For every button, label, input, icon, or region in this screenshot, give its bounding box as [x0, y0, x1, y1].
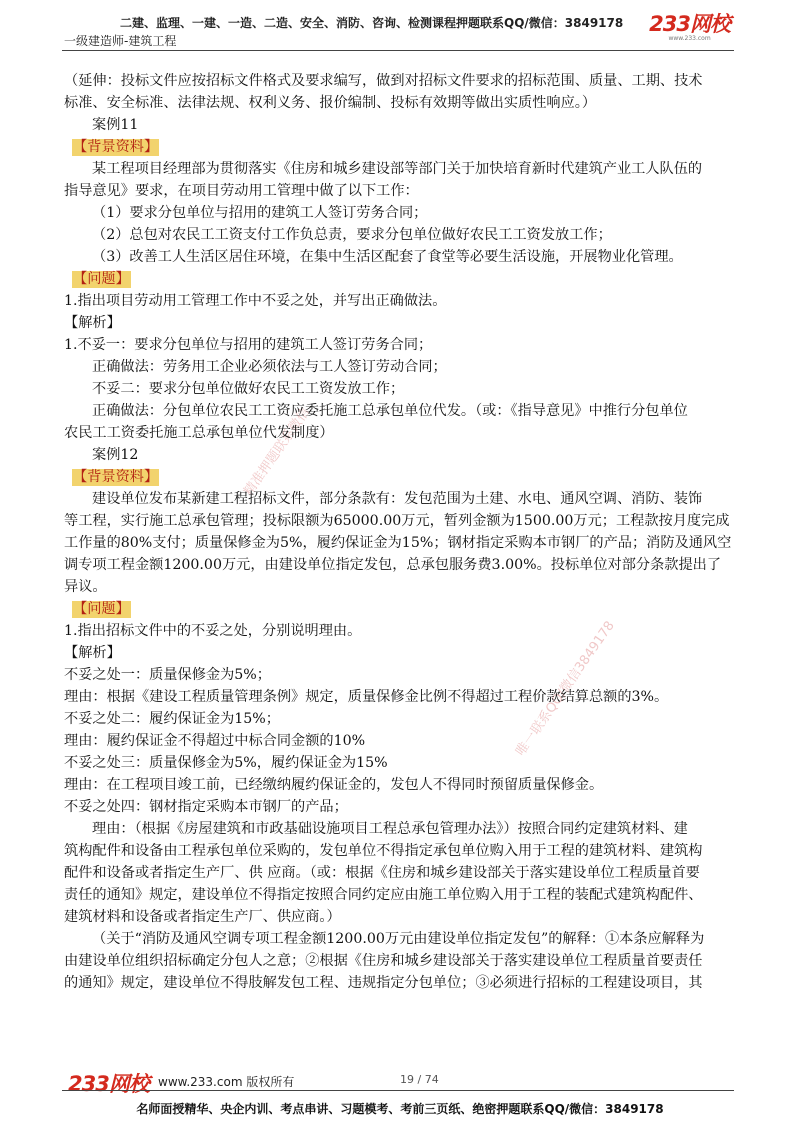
text-line: [84, 928, 744, 950]
text-line: [64, 730, 744, 752]
text-line: [84, 400, 744, 422]
watermark-text: 唯一联系QQ/微信3849178: [513, 618, 618, 759]
logo-text: 233网校: [649, 12, 730, 36]
line-text: 正确做法：劳务用工企业必须依法与工人签订劳动合同；: [92, 359, 447, 375]
footer-promo-line: 名师面授精华、央企内训、考点串讲、习题模考、考前三页纸、绝密押题联系QQ/微信：3849178: [136, 1102, 664, 1116]
logo-url: www.233.com: [668, 35, 711, 42]
text-line: [84, 444, 744, 466]
line-text: 理由：履约保证金不得超过中标合同金额的10%: [64, 733, 366, 749]
text-line: [64, 950, 744, 972]
line-text: 不妥二：要求分包单位做好农民工工资发放工作；: [92, 381, 405, 397]
line-text: （3）改善工人生活区居住环境，在集中生活区配套了食堂等必要生活设施，开展物业化管理。: [92, 249, 683, 265]
line-text: 建筑材料和设备或者指定生产厂、供应商。）: [64, 909, 341, 925]
line-text: 建设单位发布某新建工程招标文件，部分条款有：发包范围为土建、水电、通风空调、消防、装饰: [92, 491, 703, 507]
watermark-text: 精准押题联系微信: [241, 405, 314, 499]
text-line: [64, 708, 744, 730]
text-line: [64, 796, 744, 818]
line-text: 不妥之处一：质量保修金为5%；: [64, 667, 271, 683]
line-text: 农民工工资委托施工总承包单位代发制度）: [64, 425, 334, 441]
line-text: 调专项工程金额1200.00万元，由建设单位指定发包，总承包服务费3.00%。投标单位对部分条款提出了: [64, 557, 722, 573]
line-text: 【解析】: [64, 645, 121, 661]
text-line: [84, 378, 744, 400]
document-subtitle: 一级建造师-建筑工程: [64, 34, 177, 48]
line-text: 配件和设备或者指定生产厂、供 应商。（或：根据《住房和城乡建设部关于落实建设单位工程质量首要: [64, 865, 700, 881]
text-line: [64, 576, 744, 598]
line-text: 由建设单位组织招标确定分包人之意；②根据《住房和城乡建设部关于落实建设单位工程质量首要责任: [64, 953, 703, 969]
text-line: [64, 510, 744, 532]
text-line: [64, 334, 744, 356]
line-text: 1.指出招标文件中的不妥之处，分别说明理由。: [64, 623, 362, 639]
line-text: 某工程项目经理部为贯彻落实《住房和城乡建设部等部门关于加快培育新时代建筑产业工人队伍的: [92, 161, 703, 177]
text-line: [64, 840, 744, 862]
text-line: [64, 70, 744, 92]
line-text: 理由：（根据《房屋建筑和市政基础设施项目工程总承包管理办法》）按照合同约定建筑材料、建: [92, 821, 688, 837]
line-text: 的通知》规定，建设单位不得肢解发包工程、违规指定分包单位；③必须进行招标的工程建设项目，其: [64, 975, 703, 991]
line-text: 责任的通知》规定，建设单位不得指定按照合同约定应由施工单位购入用于工程的装配式建筑构配件、: [64, 887, 703, 903]
text-line: [64, 290, 744, 312]
text-line: [64, 686, 744, 708]
line-text: 正确做法：分包单位农民工工资应委托施工总承包单位代发。（或：《指导意见》中推行分包单位: [92, 403, 688, 419]
text-line: [84, 818, 744, 840]
line-text: 异议。: [64, 579, 107, 595]
text-line: [64, 642, 744, 664]
text-line: [64, 884, 744, 906]
text-line: [64, 312, 744, 334]
text-line: [84, 488, 744, 510]
highlight-label: 【问题】: [73, 271, 130, 287]
line-text: 【解析】: [64, 315, 121, 331]
footer-divider: [62, 1090, 734, 1091]
line-text: 工作量的80%支付；质量保修金为5%，履约保证金为15%；钢材指定采购本市钢厂的产品；消防及通风空: [64, 535, 732, 551]
highlight-label: 【背景资料】: [73, 469, 159, 485]
highlight-label: 【背景资料】: [73, 139, 159, 155]
text-line: [64, 906, 744, 928]
line-text: 案例11: [92, 117, 139, 133]
text-line: [84, 114, 744, 136]
text-line: [64, 664, 744, 686]
line-text: 1.不妥一：要求分包单位与招用的建筑工人签订劳务合同；: [64, 337, 433, 353]
text-line: [84, 356, 744, 378]
line-text: 案例12: [92, 447, 139, 463]
section-heading: [72, 466, 744, 488]
text-line: [64, 862, 744, 884]
header-divider: [62, 50, 734, 51]
line-text: （2）总包对农民工工资支付工作负总责，要求分包单位做好农民工工资发放工作；: [92, 227, 612, 243]
section-heading: [72, 136, 744, 158]
page-number: 19 / 74: [400, 1073, 439, 1086]
line-text: 理由：根据《建设工程质量管理条例》规定，质量保修金比例不得超过工程价款结算总额的3%。: [64, 689, 669, 705]
line-text: 理由：在工程项目竣工前，已经缴纳履约保证金的，发包人不得同时预留质量保修金。: [64, 777, 604, 793]
text-line: [64, 422, 744, 444]
line-text: 标准、安全标准、法律法规、权利义务、报价编制、投标有效期等做出实质性响应。）: [64, 95, 597, 111]
text-line: [64, 752, 744, 774]
line-text: 筑构配件和设备由工程承包单位采购的，发包单位不得指定承包单位购入用于工程的建筑材料、建筑构: [64, 843, 703, 859]
line-text: 1.指出项目劳动用工管理工作中不妥之处，并写出正确做法。: [64, 293, 447, 309]
text-line: [64, 620, 744, 642]
highlight-label: 【问题】: [73, 601, 130, 617]
text-line: [64, 972, 744, 994]
text-line: [84, 246, 744, 268]
footer-logo: 233网校: [68, 1072, 149, 1096]
text-line: [64, 92, 744, 114]
line-text: （延伸：投标文件应按招标文件格式及要求编写，做到对招标文件要求的招标范围、质量、工期、技术: [64, 73, 703, 89]
line-text: 不妥之处三：质量保修金为5%，履约保证金为15%: [64, 755, 388, 771]
text-line: [84, 158, 744, 180]
text-line: [84, 202, 744, 224]
line-text: （1）要求分包单位与招用的建筑工人签订劳务合同；: [92, 205, 428, 221]
footer-copyright: www.233.com 版权所有: [158, 1075, 295, 1089]
text-line: [64, 180, 744, 202]
section-heading: [72, 268, 744, 290]
brand-logo: [649, 13, 730, 42]
text-line: [64, 774, 744, 796]
document-body: [64, 70, 744, 994]
line-text: 不妥之处四：钢材指定采购本市钢厂的产品；: [64, 799, 348, 815]
line-text: 指导意见》要求，在项目劳动用工管理中做了以下工作：: [64, 183, 419, 199]
line-text: 不妥之处二：履约保证金为15%；: [64, 711, 280, 727]
line-text: 等工程，实行施工总承包管理；投标限额为65000.00万元，暂列金额为1500.00万元；工程款按月度完成: [64, 513, 730, 529]
line-text: （关于“消防及通风空调专项工程金额1200.00万元由建设单位指定发包”的解释：①本条应解释为: [92, 931, 705, 947]
section-heading: [72, 598, 744, 620]
text-line: [64, 554, 744, 576]
text-line: [64, 532, 744, 554]
text-line: [84, 224, 744, 246]
header-promo-line: 二建、监理、一建、一造、二造、安全、消防、咨询、检测课程押题联系QQ/微信：3849178: [120, 16, 624, 30]
